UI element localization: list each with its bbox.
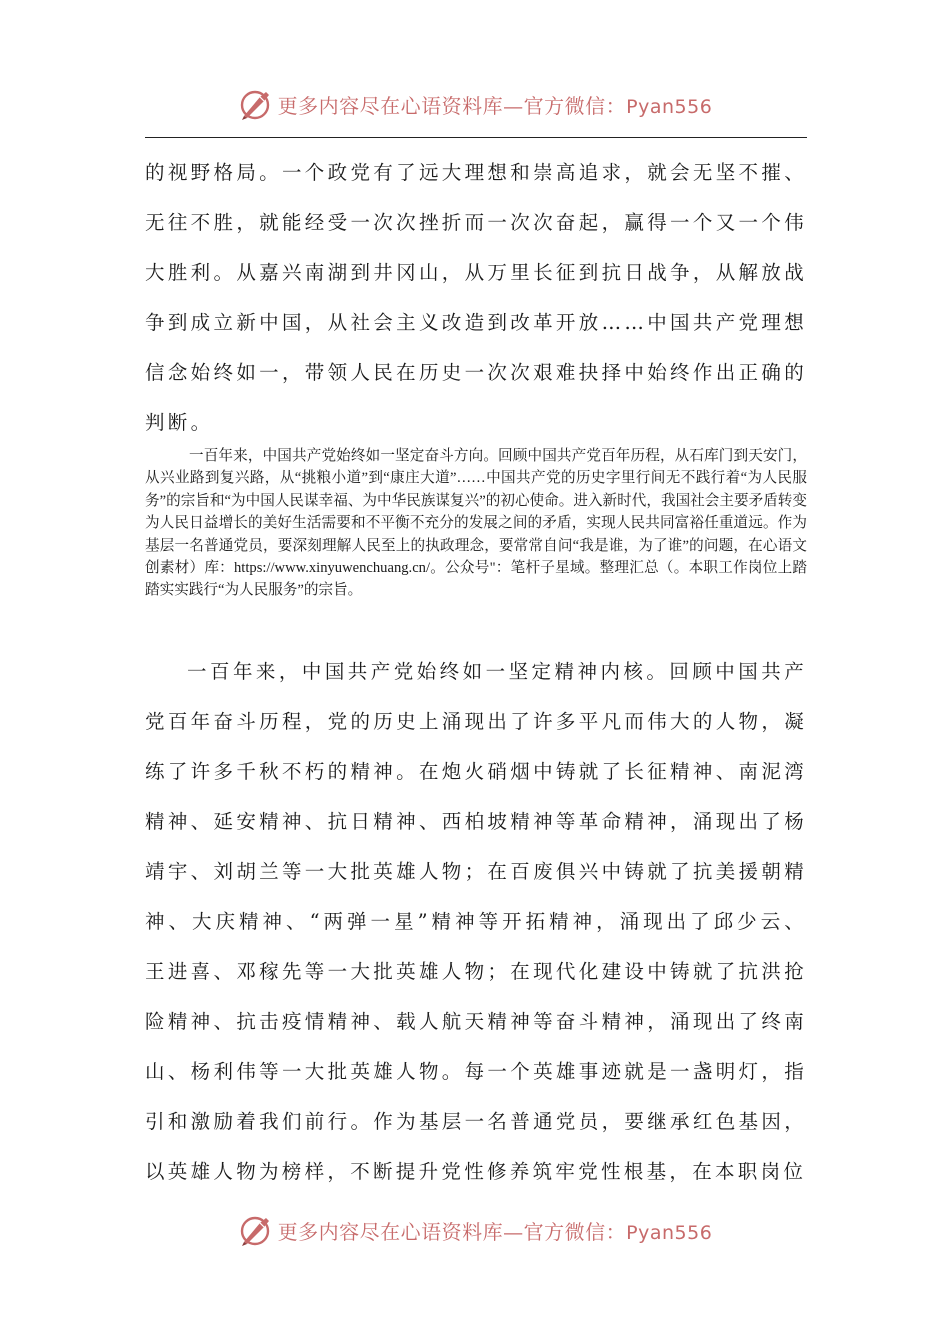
header-divider	[145, 137, 807, 138]
header-banner-text: 更多内容尽在心语资料库—官方微信：Pyan556	[277, 93, 713, 118]
footer-wechat-id: Pyan556	[626, 1221, 713, 1244]
paragraph-1-text: 的视野格局。一个政党有了远大理想和崇高追求，就会无坚不摧、无往不胜，就能经受一次次挫折而一次次奋起，赢得一个又一个伟大胜利。从嘉兴南湖到井冈山，从万里长征到抗日战争，从解放战争到成立新中国，从社会主义改造到改革开放……中国共产党理想信念始终如一，带领人民在历史一次次艰难抉择中始终作出正确的判断。	[145, 161, 807, 434]
paragraph-2-text: 一百年来，中国共产党始终如一坚定奋斗方向。回顾中国共产党百年历程，从石库门到天安门，从兴业路到复兴路，从“挑粮小道”到“康庄大道”……中国共产党的历史字里行间无不践行着“为人民服务”的宗旨和“为中国人民谋幸福、为中华民族谋复兴”的初心使命。进入新时代，我国社会主要矛盾转变为人民日益增长的美好生活需要和不平衡不充分的发展之间的矛盾，实现人民共同富裕任重道远。作为基层一名普通党员，要深刻理解人民至上的执政理念，要常常自问“我是谁，为了谁”的问题，在心语文创素材）库：https://www.xinyuwenchuang.cn/。公众号"：笔杆子星域。整理汇总（。本职工作岗位上踏踏实实践行“为人民服务”的宗旨。	[145, 448, 807, 599]
header-wechat-id: Pyan556	[626, 95, 713, 118]
paragraph-small-print	[145, 445, 807, 602]
pen-logo-icon	[238, 1212, 274, 1248]
header-banner	[0, 84, 950, 124]
pen-logo-icon	[238, 86, 274, 122]
paragraph-continued	[145, 148, 807, 448]
paragraph-spirit	[145, 647, 807, 1197]
footer-banner	[0, 1210, 950, 1250]
paragraph-3-text: 一百年来，中国共产党始终如一坚定精神内核。回顾中国共产党百年奋斗历程，党的历史上涌现出了许多平凡而伟大的人物，凝练了许多千秋不朽的精神。在炮火硝烟中铸就了长征精神、南泥湾精神、延安精神、抗日精神、西柏坡精神等革命精神，涌现出了杨靖宇、刘胡兰等一大批英雄人物；在百废俱兴中铸就了抗美援朝精神、大庆精神、“两弹一星”精神等开拓精神，涌现出了邱少云、王进喜、邓稼先等一大批英雄人物；在现代化建设中铸就了抗洪抢险精神、抗击疫情精神、载人航天精神等奋斗精神，涌现出了终南山、杨利伟等一大批英雄人物。每一个英雄事迹就是一盏明灯，指引和激励着我们前行。作为基层一名普通党员，要继承红色基因，以英雄人物为榜样，不断提升党性修养筑牢党性根基，在本职岗位	[145, 660, 807, 1183]
footer-banner-text: 更多内容尽在心语资料库—官方微信：Pyan556	[277, 1219, 713, 1244]
